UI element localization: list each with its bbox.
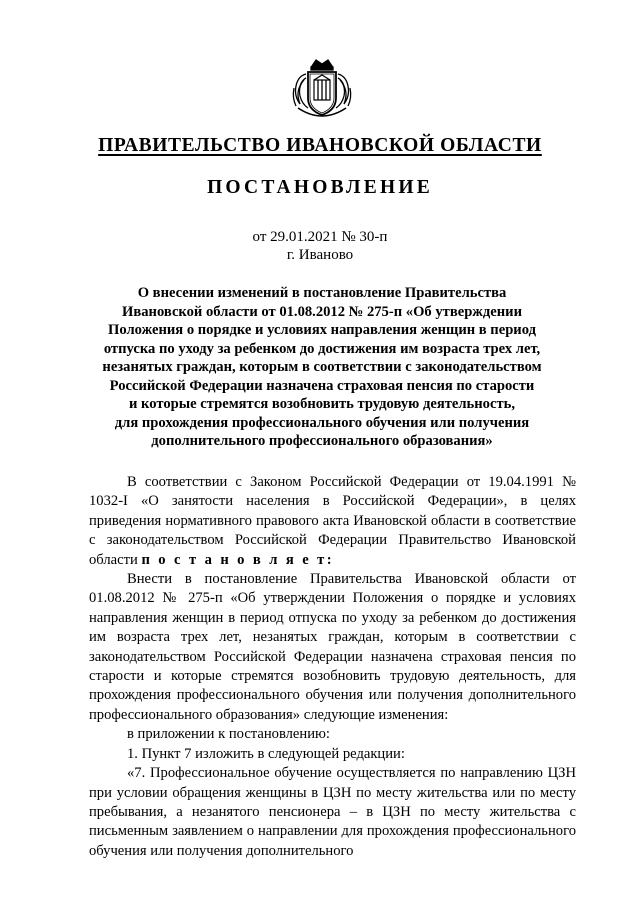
title-line: для прохождения профессионального обучения или получения — [114, 414, 530, 431]
appendix-paragraph: в приложении к постановлению: — [127, 726, 330, 743]
item-paragraph: 1. Пункт 7 изложить в следующей редакции: — [127, 745, 405, 762]
amendment-paragraph: Внести в постановление Правительства Ивановской области от 01.08.2012 № 275-п «Об утверждении Положения о порядке и условиях направления женщин в период отпуска по уходу за ребенком до достижения им возраста трех лет, незанятых граждан, которым в соответствии с законодательством Российской Федерации назначена страховая пенсия по старости и которые стремятся возобновить трудовую деятельность, для прохождения профессионального обучения или получения дополнительного профессионального образования» следующие изменения: — [89, 571, 576, 723]
title-line: Положения о порядке и условиях направления женщин в период — [108, 322, 536, 338]
city: г. Иваново — [286, 247, 354, 263]
title-line: отпуска по уходу за ребенком до достижения им возраста трех лет, — [103, 340, 541, 357]
document-body — [89, 473, 576, 861]
title-line: Российской Федерации назначена страховая пенсия по старости — [109, 377, 535, 394]
resolves-word: п о с т а н о в л я е т: — [141, 551, 334, 568]
document-title — [80, 284, 564, 451]
new-wording-paragraph: «7. Профессиональное обучение осуществляется по направлению ЦЗН при условии обращения женщины в ЦЗН по месту жительства или по месту пребывания, а незанятого пенсионера – в ЦЗН по месту жительства с письменным заявлением о направлении для прохождения профессионального обучения или получения дополнительного — [89, 765, 576, 859]
title-line: дополнительного профессионального образования» — [151, 433, 493, 449]
title-line: Ивановской области от 01.08.2012 № 275-п «Об утверждении — [122, 303, 522, 320]
organization-title: ПРАВИТЕЛЬСТВО ИВАНОВСКОЙ ОБЛАСТИ — [98, 135, 542, 156]
title-line: и которые стремятся возобновить трудовую деятельность, — [129, 396, 515, 412]
preamble-paragraph — [89, 473, 576, 570]
date-and-place — [0, 228, 640, 264]
title-line: О внесении изменений в постановление Правительства — [137, 285, 507, 301]
title-line: незанятых граждан, которым в соответствии с законодательством — [102, 359, 542, 375]
document-type: ПОСТАНОВЛЕНИЕ — [207, 177, 433, 198]
preamble-text: В соответствии с Законом Российской Федерации от 19.04.1991 № 1032-I «О занятости населения в Российской Федерации», в целях приведения нормативного правового акта Ивановской области в соответствие с законодательством Российской Федерации Правительство Ивановской области — [89, 474, 576, 568]
coat-of-arms-icon — [290, 58, 354, 120]
date-number: от 29.01.2021 № 30-п — [252, 229, 388, 245]
